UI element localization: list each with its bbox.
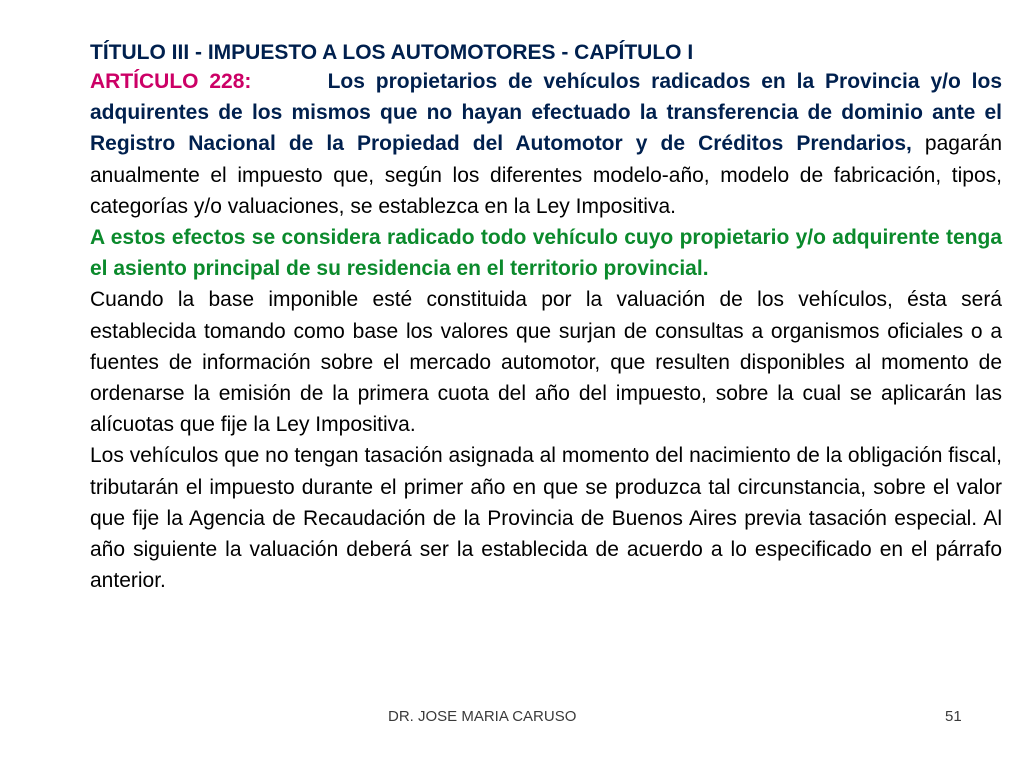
article-paragraph — [90, 66, 1002, 222]
paragraph-base-imponible: Cuando la base imponible esté constituida por la valuación de los vehículos, ésta será establecida tomando como base los valores que surjan de consultas a organismos oficiales o a fuentes de información sobre el mercado automotor, que resulten disponibles al momento de ordenarse la emisión de la primera cuota del año del impuesto, sobre la cual se aplicarán las alícuotas que fije la Ley Impositiva. — [90, 288, 1002, 437]
paragraph-radicado: A estos efectos se considera radicado todo vehículo cuyo propietario y/o adquirente tenga el asiento principal de su residencia en el territorio provincial. — [90, 226, 1002, 281]
article-bold-text: Los propietarios de vehículos radicados en la Provincia y/o los adquirentes de los mismos que no hayan efectuado la transferencia de dominio ante el Registro Nacional de la Propiedad del Automotor y de Créditos Prendarios, — [90, 70, 1003, 156]
article-label: ARTÍCULO 228: — [90, 70, 252, 93]
slide-content — [90, 40, 1002, 596]
paragraph-sin-tasacion: Los vehículos que no tengan tasación asignada al momento del nacimiento de la obligación fiscal, tributarán el impuesto durante el primer año en que se produzca tal circunstancia, sobre el valor que fije la Agencia de Recaudación de la Provincia de Buenos Aires previa tasación especial. Al año siguiente la valuación deberá ser la establecida de acuerdo a lo especificado en el párrafo anterior. — [90, 444, 1002, 593]
slide-title: TÍTULO III - IMPUESTO A LOS AUTOMOTORES - CAPÍTULO I — [90, 41, 694, 64]
article-normal-text: pagarán anualmente el impuesto que, según los diferentes modelo-año, modelo de fabricación, tipos, categorías y/o valuaciones, se establezca en la Ley Impositiva. — [90, 132, 1002, 218]
slide-footer — [0, 708, 1024, 730]
footer-author: DR. JOSE MARIA CARUSO — [388, 708, 577, 725]
page-number: 51 — [945, 708, 962, 725]
